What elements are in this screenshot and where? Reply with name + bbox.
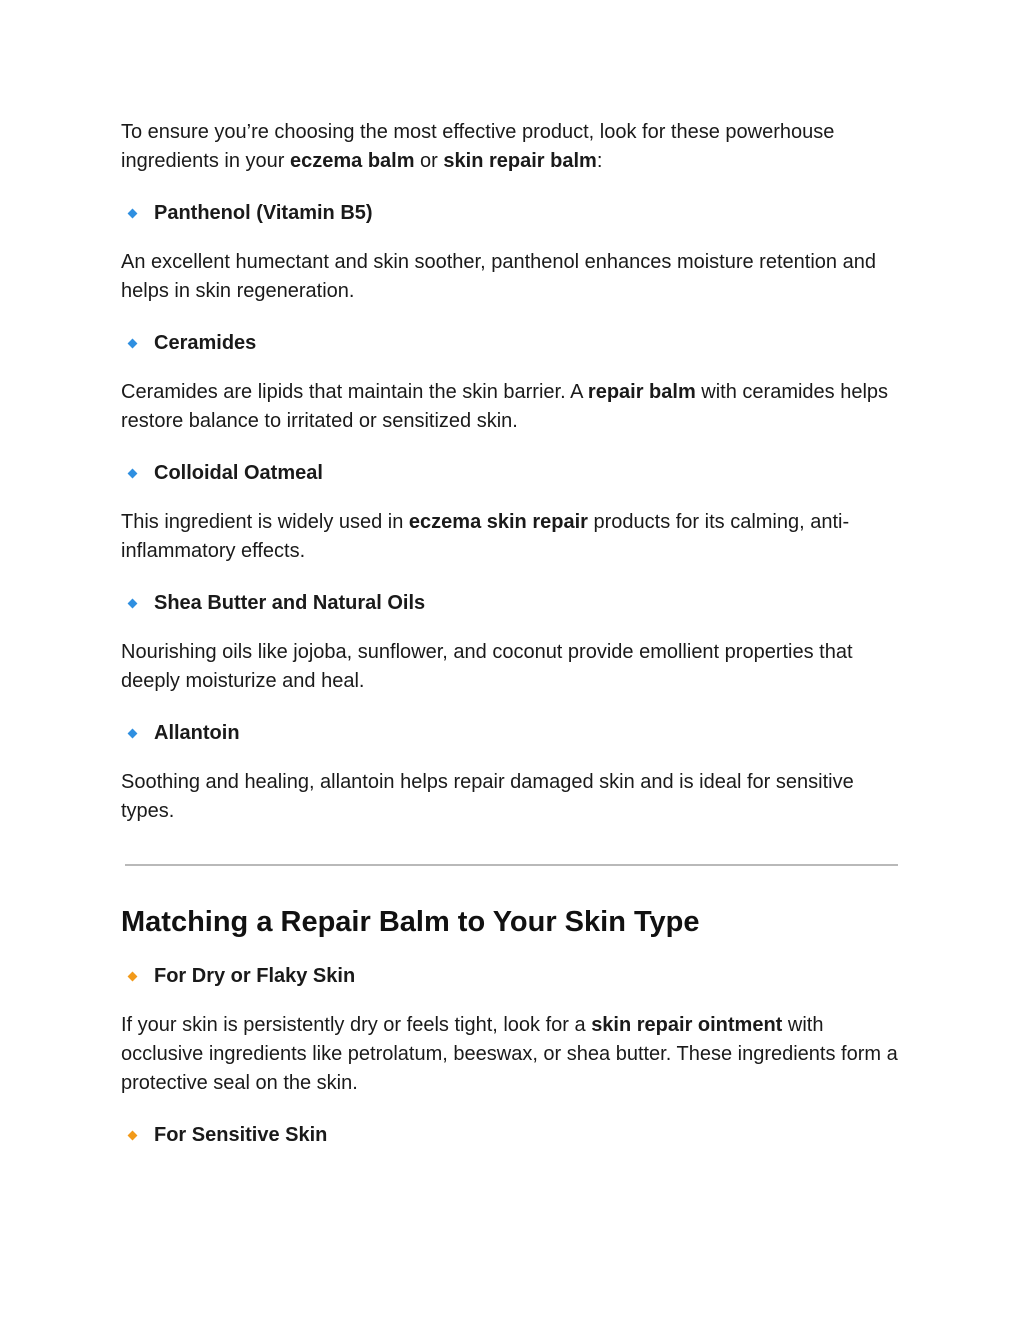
ingredient-description-text: This ingredient is widely used in — [121, 511, 409, 533]
ingredient-name: Allantoin — [154, 722, 240, 744]
skin-type-name: For Sensitive Skin — [154, 1124, 328, 1146]
intro-paragraph — [121, 118, 911, 176]
skin-type-description-bold: skin repair ointment — [591, 1014, 783, 1036]
section-divider — [125, 864, 898, 866]
skin-type-name: For Dry or Flaky Skin — [154, 965, 356, 987]
ingredient-description-text: An excellent humectant and skin soother, panthenol enhances moisture retention and helps in skin regeneration. — [121, 251, 876, 302]
ingredient-description-bold: eczema skin repair — [408, 511, 588, 533]
ingredient-name: Colloidal Oatmeal — [154, 462, 323, 484]
ingredient-description — [121, 508, 911, 566]
intro-text: To ensure you’re choosing the most effective product, look for these powerhouse ingredients in your — [121, 121, 835, 172]
skin-type-heading-dry — [121, 962, 911, 991]
ingredient-description-text: products for its calming, anti-inflammatory effects. — [121, 511, 850, 562]
ingredient-heading-colloidal-oatmeal — [121, 459, 911, 488]
ingredient-name: Panthenol (Vitamin B5) — [154, 202, 373, 224]
diamond-bullet-icon — [128, 209, 138, 219]
diamond-bullet-icon — [128, 599, 138, 609]
ingredient-description — [121, 638, 911, 696]
skin-type-description-text: with occlusive ingredients like petrolatum, beeswax, or shea butter. These ingredients form a protective seal on the skin. — [121, 1014, 898, 1094]
intro-bold-eczema-balm: eczema balm — [289, 150, 415, 172]
ingredient-description — [121, 248, 911, 306]
skin-type-description — [121, 1011, 911, 1098]
diamond-bullet-icon — [128, 1131, 138, 1141]
intro-bold-skin-repair-balm: skin repair balm — [443, 150, 597, 172]
ingredient-heading-ceramides — [121, 329, 911, 358]
intro-text: : — [596, 150, 603, 172]
ingredient-description — [121, 378, 911, 436]
diamond-bullet-icon — [128, 729, 138, 739]
skin-type-description-text: If your skin is persistently dry or feels tight, look for a — [121, 1014, 592, 1036]
ingredient-description-text: Ceramides are lipids that maintain the skin barrier. A — [121, 381, 588, 403]
ingredient-name: Ceramides — [154, 332, 257, 354]
ingredient-heading-shea-butter — [121, 589, 911, 618]
intro-text: or — [414, 150, 444, 172]
section-heading: Matching a Repair Balm to Your Skin Type — [121, 906, 700, 938]
ingredient-description-bold: repair balm — [587, 381, 696, 403]
ingredient-heading-allantoin — [121, 719, 911, 748]
skin-type-heading-sensitive — [121, 1121, 911, 1150]
ingredient-name: Shea Butter and Natural Oils — [154, 592, 426, 614]
ingredient-description — [121, 768, 911, 826]
diamond-bullet-icon — [128, 972, 138, 982]
document-body — [121, 118, 911, 1150]
diamond-bullet-icon — [128, 339, 138, 349]
ingredient-heading-panthenol — [121, 199, 911, 228]
ingredient-description-text: Soothing and healing, allantoin helps repair damaged skin and is ideal for sensitive types. — [121, 771, 854, 822]
ingredient-description-text: Nourishing oils like jojoba, sunflower, and coconut provide emollient properties that deeply moisturize and heal. — [121, 641, 853, 692]
diamond-bullet-icon — [128, 469, 138, 479]
ingredient-description-text: with ceramides helps restore balance to irritated or sensitized skin. — [121, 381, 889, 432]
